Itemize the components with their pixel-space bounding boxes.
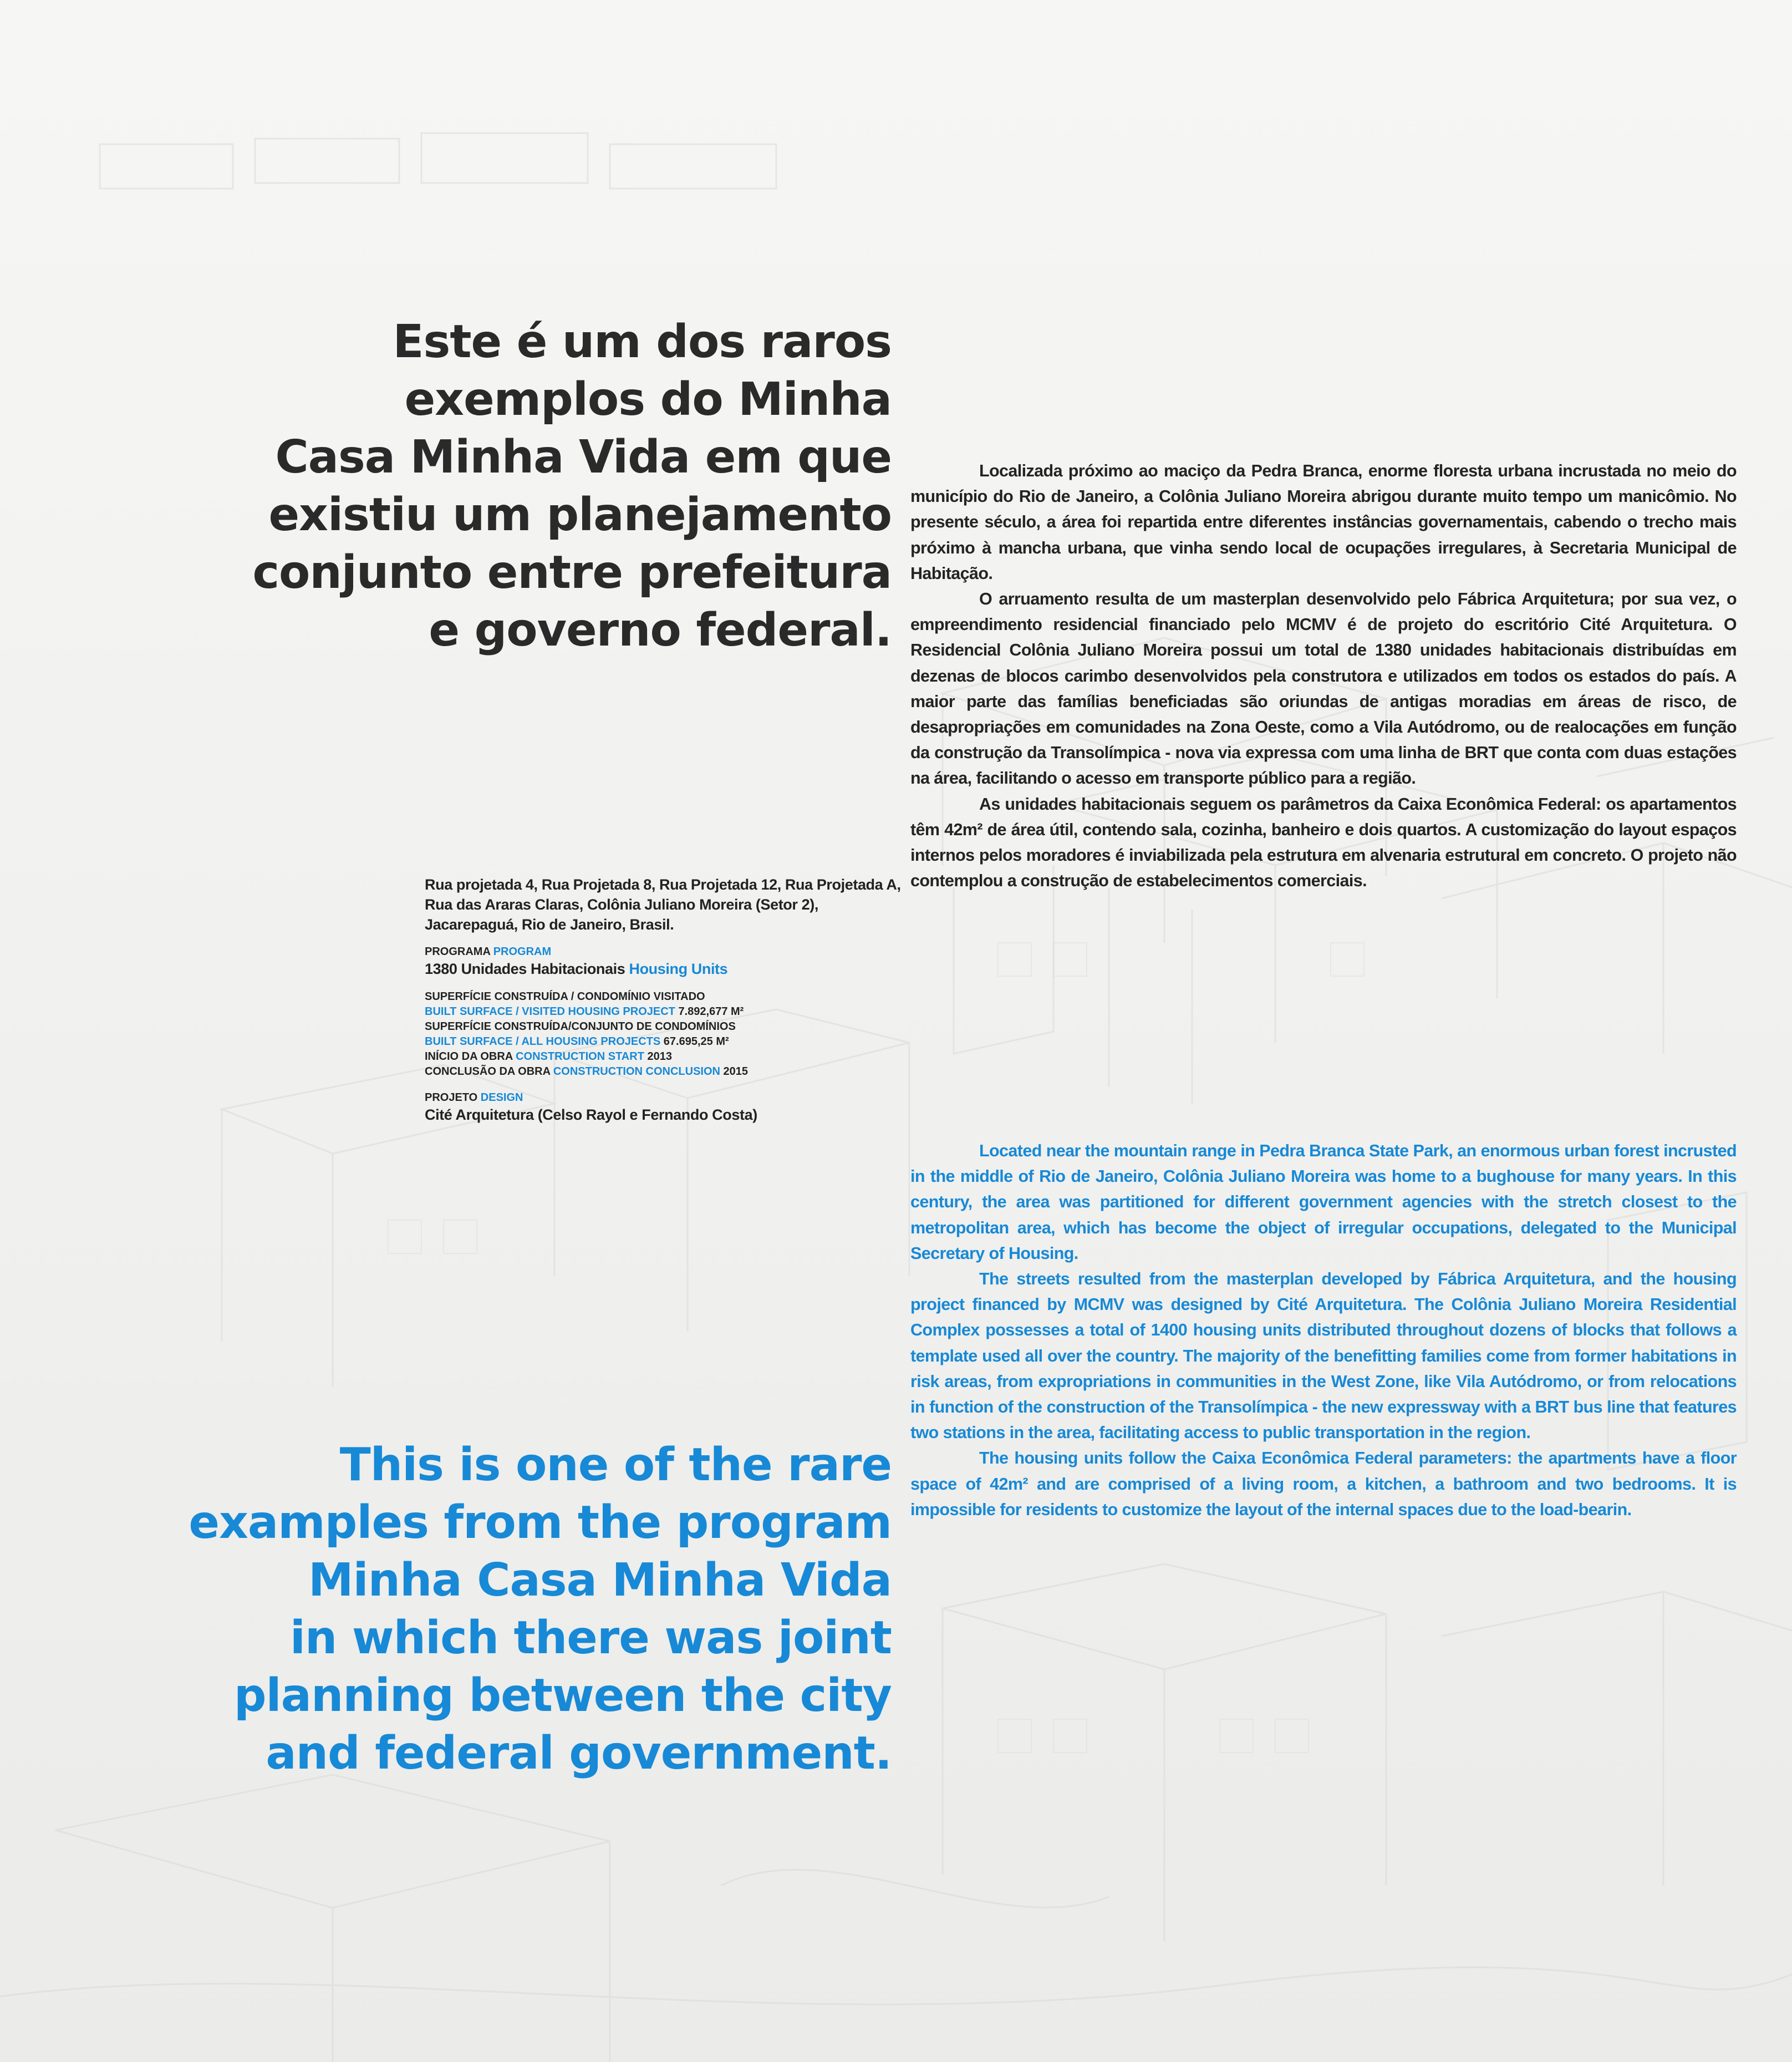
start-label-en: CONSTRUCTION START <box>516 1050 644 1063</box>
pull-quote-en-line: examples from the program <box>189 1496 892 1549</box>
pull-quote-pt-line: e governo federal. <box>429 604 892 657</box>
paragraph: Localizada próximo ao maciço da Pedra Branca, enorme floresta urbana incrustada no meio do município do Rio de Janeiro, a Colônia Juliano Moreira abrigou durante muito tempo um manicômio. No presente século, a área foi repartida entre diferentes instâncias governamentais, cabendo o trecho mais próximo à mancha urbana, que vinha sendo local de ocupações irregulares, à Secretaria Municipal de Habitação. <box>910 461 1737 583</box>
pull-quote-pt-line: existiu um planejamento <box>268 489 892 541</box>
paragraph: As unidades habitacionais seguem os parâmetros da Caixa Econômica Federal: os apartamentos têm 42m² de área útil, contendo sala, cozinha, banheiro e dois quartos. A customização do layout espaços internos pelos moradores é inviabilizada pela estrutura em alvenaria estrutural em concreto. O projeto não contemplou a construção de estabelecimentos comerciais. <box>910 794 1737 891</box>
pull-quote-en-line: planning between the city <box>233 1669 892 1722</box>
pull-quote-en-line: This is one of the rare <box>339 1439 892 1491</box>
pull-quote-en-line: Minha Casa Minha Vida <box>308 1554 892 1607</box>
project-info <box>425 875 902 1124</box>
surface-visited-label-pt: SUPERFÍCIE CONSTRUÍDA / CONDOMÍNIO VISITADO <box>425 991 705 1003</box>
design-label: DESIGN <box>480 1091 523 1104</box>
design-label-row <box>425 1090 902 1105</box>
end-value: 2015 <box>723 1065 749 1078</box>
paragraph: Located near the mountain range in Pedra Branca State Park, an enormous urban forest incrusted in the middle of Rio de Janeiro, Colônia Juliano Moreira was home to a bughouse for many years. In this century, the area was partitioned for different government agencies with the stretch closest to the metropolitan area, which has become the object of irregular occupations, delegated to the Municipal Secretary of Housing. <box>910 1141 1737 1263</box>
pull-quote-pt-line: Este é um dos raros <box>393 316 892 368</box>
program-value: Housing Units <box>629 961 728 977</box>
pull-quote-pt <box>115 313 892 659</box>
programa-label: PROGRAMA <box>425 946 491 958</box>
construction-start-row <box>425 1049 902 1064</box>
design-value: Cité Arquitetura (Celso Rayol e Fernando Costa) <box>425 1106 757 1123</box>
start-value: 2013 <box>647 1050 672 1063</box>
project-address: Rua projetada 4, Rua Projetada 8, Rua Projetada 12, Rua Projetada A, Rua das Araras Claras, Colônia Juliano Moreira (Setor 2), Jacarepaguá, Rio de Janeiro, Brasil. <box>425 876 901 933</box>
surface-all-label-pt: SUPERFÍCIE CONSTRUÍDA/CONJUNTO DE CONDOMÍNIOS <box>425 1020 736 1033</box>
program-value-row <box>425 959 902 978</box>
programa-value: 1380 Unidades Habitacionais <box>425 961 625 977</box>
pull-quote-pt-line: conjunto entre prefeitura <box>252 546 892 599</box>
body-text-pt <box>910 458 1737 893</box>
surface-all-label-en: BUILT SURFACE / ALL HOUSING PROJECTS <box>425 1035 661 1048</box>
surface-visited-value: 7.892,677 M² <box>678 1005 744 1018</box>
start-label-pt: INÍCIO DA OBRA <box>425 1050 513 1063</box>
paragraph: The housing units follow the Caixa Econômica Federal parameters: the apartments have a floor space of 42m² and are comprised of a living room, a kitchen, a bathroom and two bedrooms. It is impossible for residents to customize the layout of the internal spaces due to the load-bearin. <box>910 1449 1737 1519</box>
construction-end-row <box>425 1064 902 1079</box>
pull-quote-en <box>115 1436 892 1782</box>
program-label: PROGRAM <box>493 946 552 958</box>
end-label-en: CONSTRUCTION CONCLUSION <box>553 1065 720 1078</box>
paragraph: O arruamento resulta de um masterplan desenvolvido pelo Fábrica Arquitetura; por sua vez, o empreendimento residencial financiado pelo MCMV é de projeto do escritório Cité Arquitetura. O Residencial Colônia Juliano Moreira possui um total de 1380 unidades habitacionais distribuídas em dezenas de blocos carimbo desenvolvidos pela construtora e utilizados em todos os estados do país. A maior parte das famílias beneficiadas são oriundas de antigas moradias em áreas de risco, de desapropriações em comunidades na Zona Oeste, como a Vila Autódromo, ou de realocações em função da construção da Transolímpica - nova via expressa com uma linha de BRT que conta com duas estações na área, facilitando o acesso em transporte público para a região. <box>910 590 1737 788</box>
surface-all-row <box>425 1034 902 1049</box>
surface-all-value: 67.695,25 M² <box>663 1035 729 1048</box>
end-label-pt: CONCLUSÃO DA OBRA <box>425 1065 551 1078</box>
surface-visited-row <box>425 1004 902 1019</box>
paragraph: The streets resulted from the masterplan developed by Fábrica Arquitetura, and the housing project financed by MCMV was designed by Cité Arquitetura. The Colônia Juliano Moreira Residential Complex possesses a total of 1400 housing units distributed throughout dozens of blocks that follows a template used all over the country. The majority of the benefitting families come from former habitations in risk areas, from expropriations in communities in the West Zone, like Vila Autódromo, or from relocations in function of the construction of the Transolímpica - the new expressway with a BRT bus line that features two stations in the area, facilitating access to public transportation in the region. <box>910 1269 1737 1443</box>
projeto-label: PROJETO <box>425 1091 478 1104</box>
pull-quote-pt-line: exemplos do Minha <box>404 373 892 426</box>
body-text-en <box>910 1138 1737 1522</box>
pull-quote-en-line: in which there was joint <box>289 1612 892 1664</box>
program-label-row <box>425 944 902 959</box>
surface-visited-label-en: BUILT SURFACE / VISITED HOUSING PROJECT <box>425 1005 675 1018</box>
pull-quote-pt-line: Casa Minha Vida em que <box>275 431 892 484</box>
pull-quote-en-line: and federal government. <box>266 1727 892 1780</box>
